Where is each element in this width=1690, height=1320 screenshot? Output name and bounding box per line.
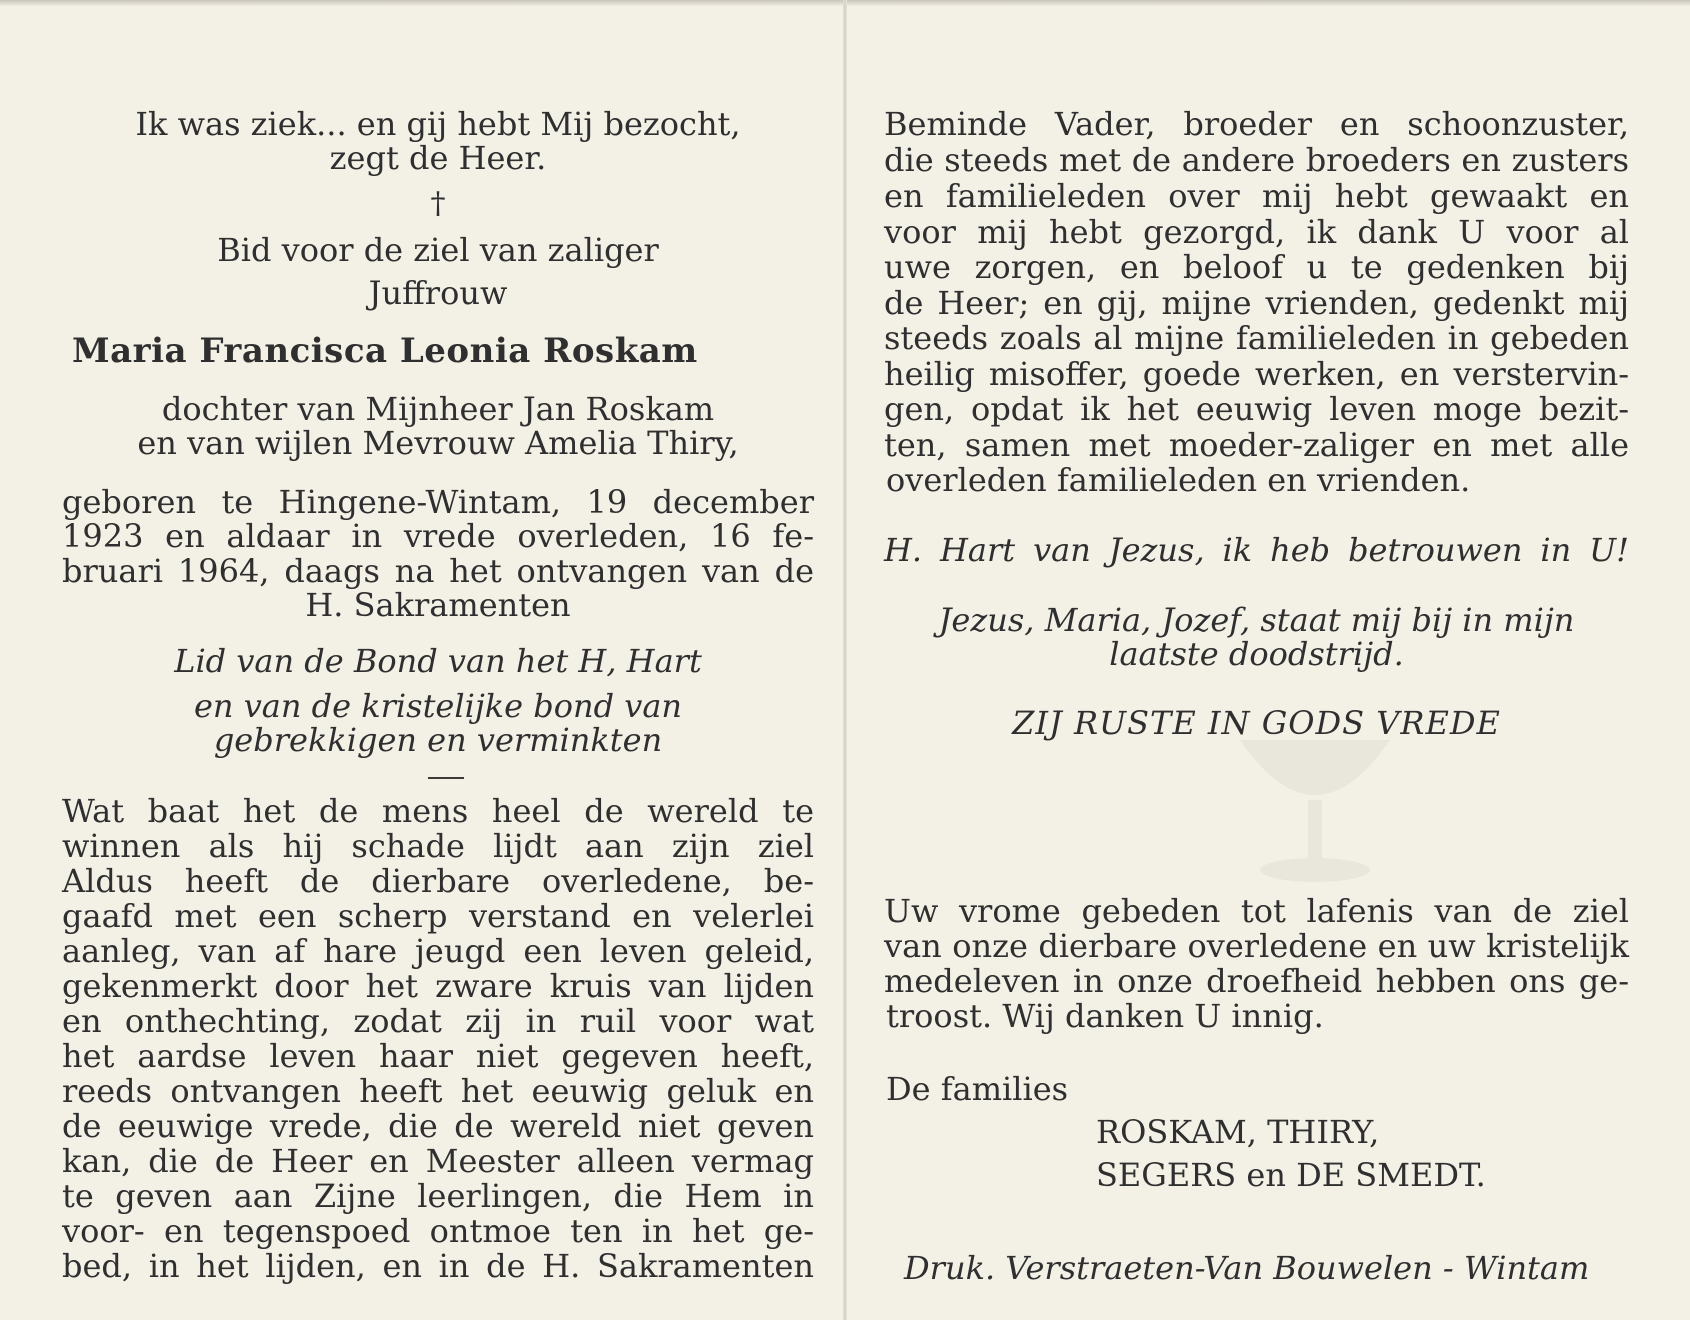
right-page: [884, 0, 1629, 1320]
farewell-line: heilig misoffer, goede werken, en verstervin-: [884, 355, 1629, 393]
birth-death-line: H. Sakramenten: [305, 586, 571, 624]
farewell-line: de Heer; en gij, mijne vrienden, gedenkt mij: [884, 284, 1629, 322]
membership-line: en van de kristelijke bond van: [193, 687, 683, 725]
prayer-intro-line: Juffrouw: [368, 274, 508, 312]
body-text-line: aanleg, van af hare jeugd een leven geleid,: [62, 932, 814, 970]
left-page: [62, 0, 814, 1320]
section-divider: [428, 777, 464, 779]
body-text-line: te geven aan Zijne leerlingen, die Hem in: [62, 1177, 814, 1215]
body-text-line: gaafd met een scherp verstand en velerlei: [62, 897, 814, 935]
cross-icon: †: [430, 186, 446, 221]
body-text-line: bed, in het lijden, en in de H. Sakramenten: [62, 1247, 814, 1285]
body-text-line: de eeuwige vrede, die de wereld niet geven: [62, 1107, 814, 1145]
membership-line: Lid van de Bond van het H, Hart: [174, 642, 702, 680]
farewell-line: overleden familieleden en vrienden.: [886, 461, 1471, 499]
families-label: De families: [886, 1070, 1069, 1108]
family-names-line: SEGERS en DE SMEDT.: [1096, 1156, 1486, 1194]
card-fold: [843, 0, 847, 1320]
farewell-line: gen, opdat ik het eeuwig leven moge bezit-: [884, 390, 1629, 428]
thanks-line: van onze dierbare overledene en uw kristelijk: [884, 927, 1629, 965]
verse-line: Ik was ziek... en gij hebt Mij bezocht,: [135, 105, 741, 143]
parents-line: dochter van Mijnheer Jan Roskam: [161, 390, 715, 428]
birth-death-line: 1923 en aldaar in vrede overleden, 16 fe-: [62, 517, 814, 555]
birth-death-line: geboren te Hingene-Wintam, 19 december: [62, 483, 814, 521]
farewell-line: voor mij hebt gezorgd, ik dank U voor al: [884, 213, 1629, 251]
body-text-line: voor- en tegenspoed ontmoe ten in het ge-: [62, 1212, 814, 1250]
thanks-line: medeleven in onze droefheid hebben ons ge-: [884, 962, 1629, 1000]
holy-family-prayer-line: laatste doodstrijd.: [1109, 635, 1404, 673]
birth-death-line: bruari 1964, daags na het ontvangen van de: [62, 552, 814, 590]
farewell-line: en familieleden over mij hebt gewaakt en: [884, 177, 1629, 215]
farewell-line: ten, samen met moeder-zaliger en met alle: [884, 426, 1629, 464]
body-text-line: het aardse leven haar niet gegeven heeft,: [62, 1037, 814, 1075]
body-text-line: en onthechting, zodat zij in ruil voor wat: [62, 1002, 814, 1040]
body-text-line: gekenmerkt door het zware kruis van lijden: [62, 967, 814, 1005]
membership-line: gebrekkigen en verminkten: [213, 721, 663, 759]
thanks-line: troost. Wij danken U innig.: [886, 997, 1324, 1035]
printer-credit: Druk. Verstraeten-Van Bouwelen - Wintam: [904, 1249, 1590, 1287]
farewell-line: Beminde Vader, broeder en schoonzuster,: [884, 105, 1629, 143]
holy-family-prayer-line: Jezus, Maria, Jozef, staat mij bij in mijn: [938, 601, 1575, 639]
thanks-line: Uw vrome gebeden tot lafenis van de ziel: [884, 892, 1629, 930]
farewell-line: die steeds met de andere broeders en zusters: [884, 141, 1629, 179]
body-text-line: Wat baat het de mens heel de wereld te: [62, 792, 814, 830]
body-text-line: Aldus heeft de dierbare overledene, be-: [62, 862, 814, 900]
body-text-line: reeds ontvangen heeft het eeuwig geluk en: [62, 1072, 814, 1110]
sacred-heart-prayer: H. Hart van Jezus, ik heb betrouwen in U!: [884, 531, 1629, 569]
body-text-line: kan, die de Heer en Meester alleen vermag: [62, 1142, 814, 1180]
farewell-line: steeds zoals al mijne familieleden in gebeden: [884, 319, 1629, 357]
prayer-intro-line: Bid voor de ziel van zaliger: [217, 231, 659, 269]
family-names-line: ROSKAM, THIRY,: [1096, 1113, 1380, 1151]
verse-line: zegt de Heer.: [329, 139, 547, 177]
parents-line: en van wijlen Mevrouw Amelia Thiry,: [137, 424, 739, 462]
farewell-line: uwe zorgen, en beloof u te gedenken bij: [884, 248, 1629, 286]
rest-in-peace-heading: ZIJ RUSTE IN GODS VREDE: [1012, 704, 1501, 742]
deceased-name: Maria Francisca Leonia Roskam: [72, 331, 698, 371]
body-text-line: winnen als hij schade lijdt aan zijn ziel: [62, 827, 814, 865]
